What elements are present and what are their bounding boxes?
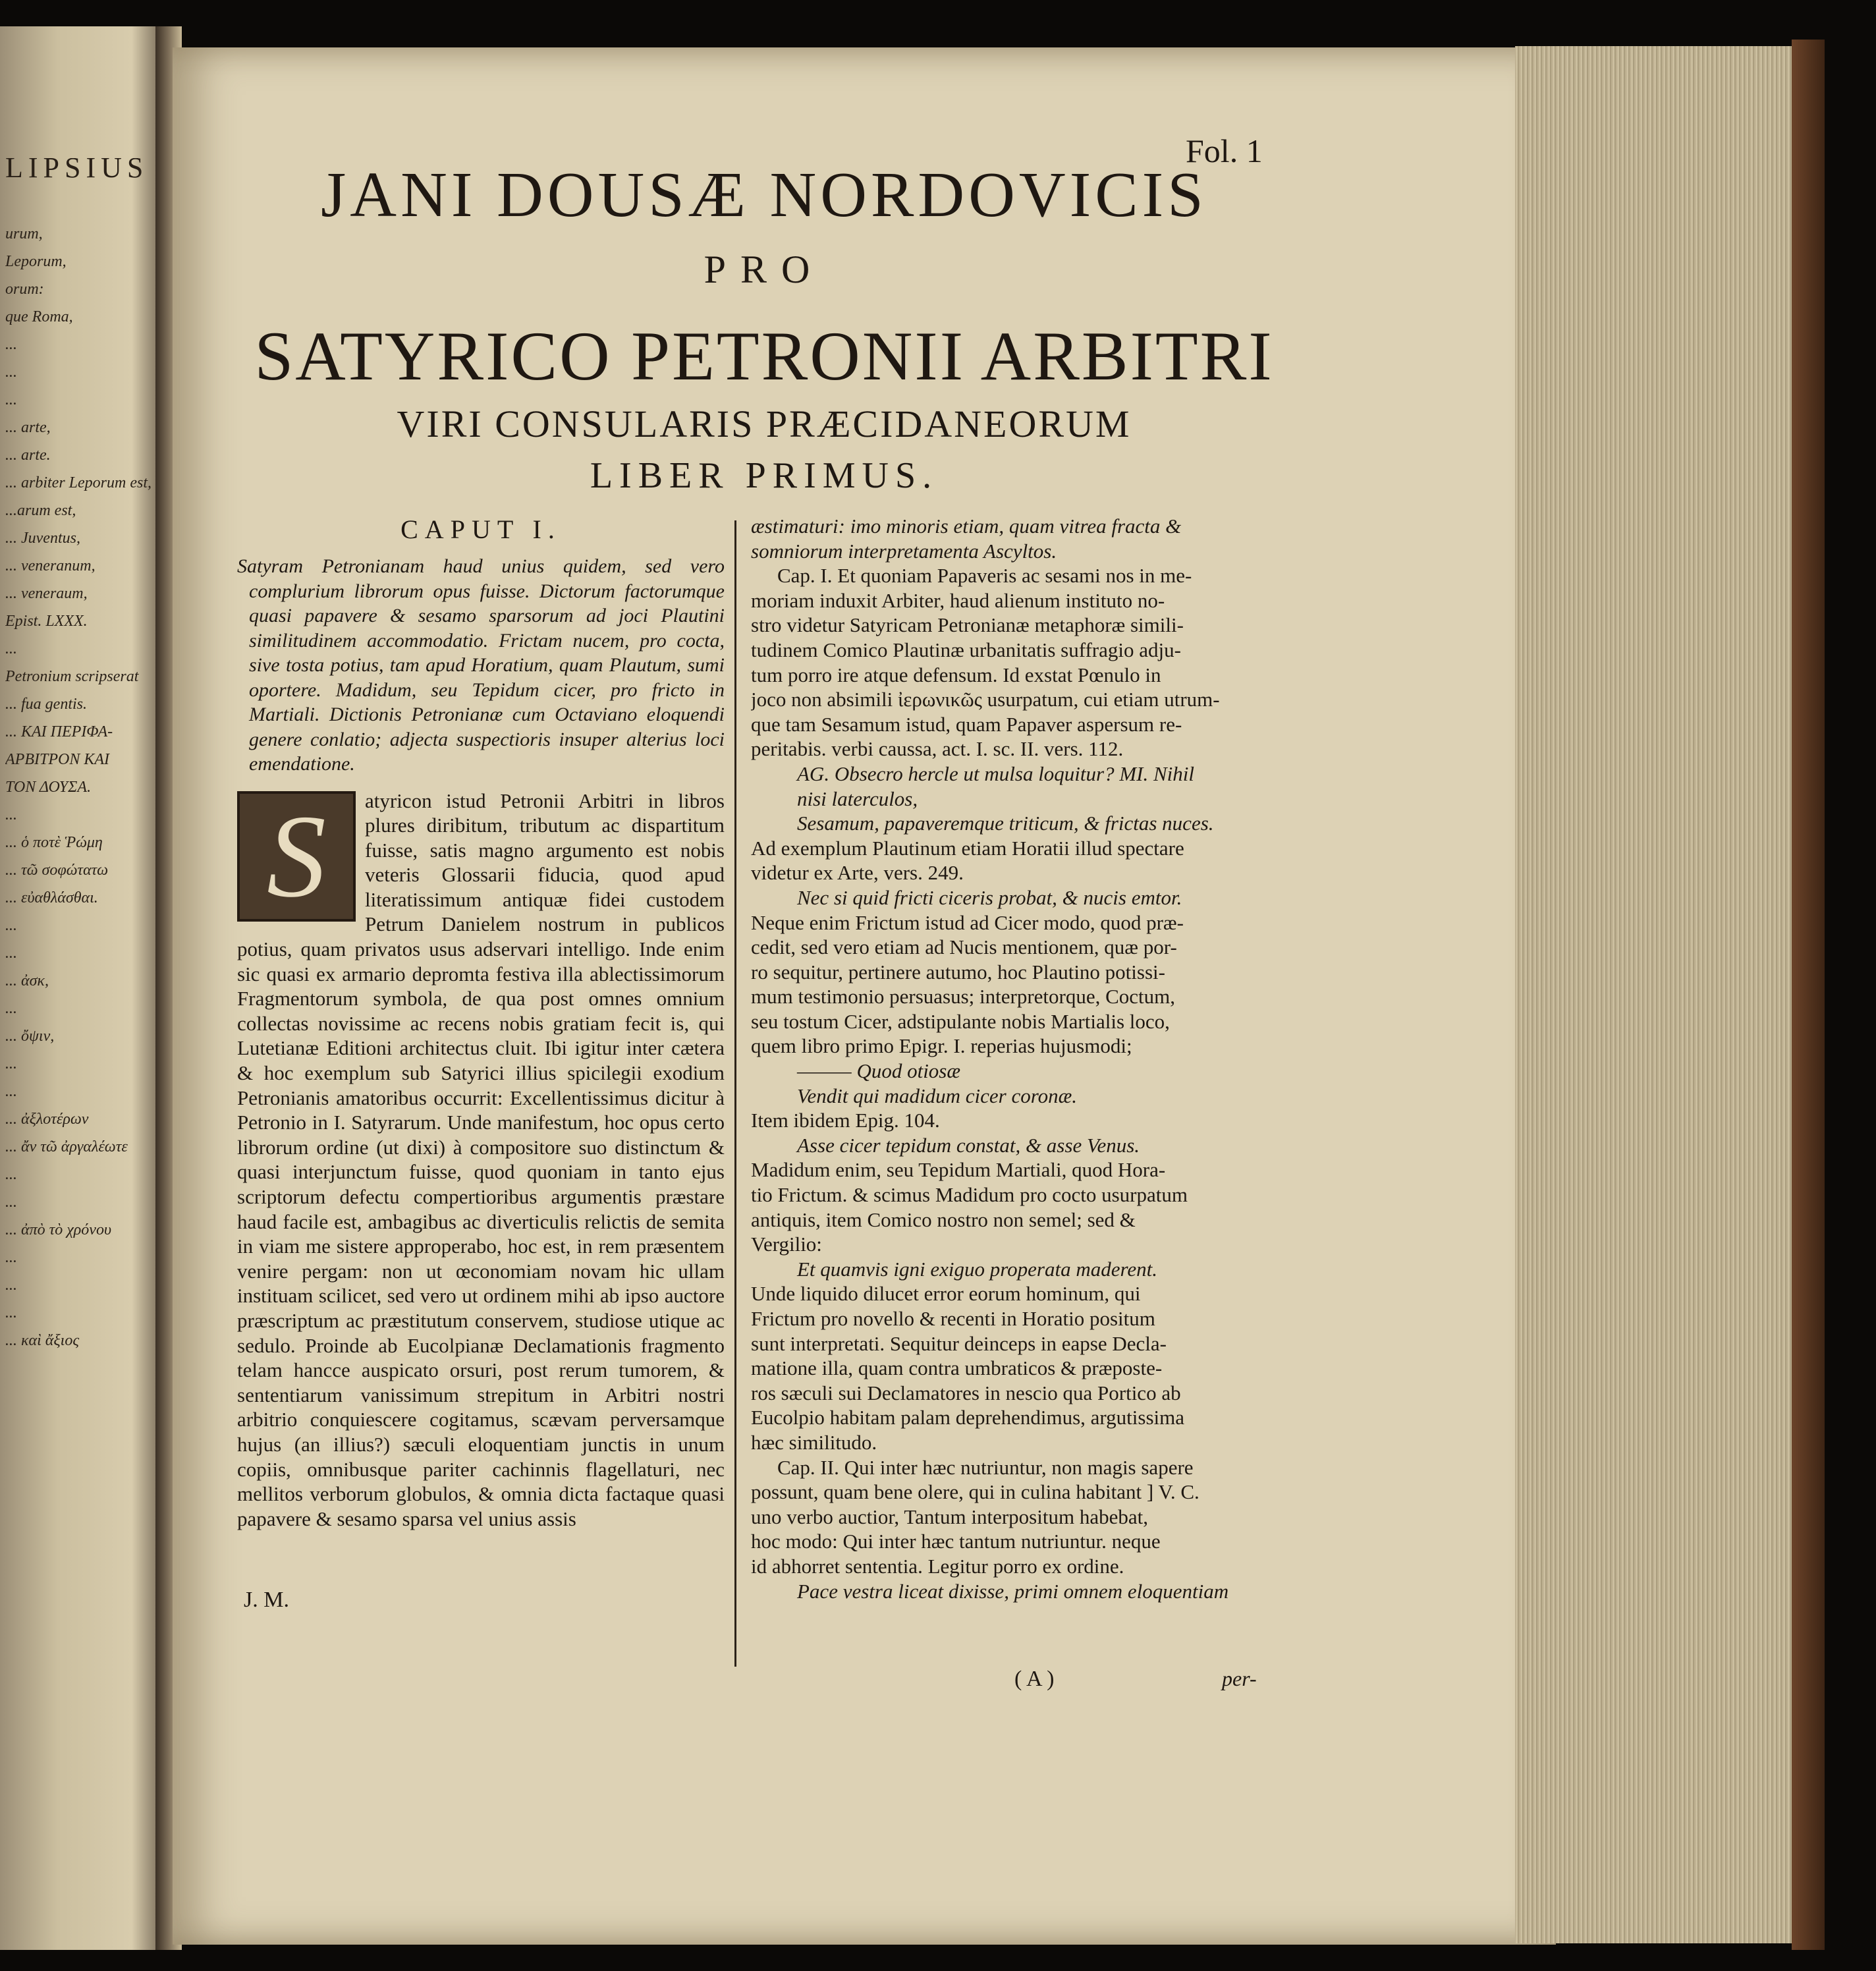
text-line: Nec si quid fricti ciceris probat, & nucis emtor. <box>797 885 1182 909</box>
left-page-line: ...arum est, <box>5 502 76 519</box>
text-line: Cap. II. Qui inter hæc nutriuntur, non magis sapere <box>777 1455 1194 1479</box>
chapter-body <box>237 789 725 1532</box>
text-line: Item ibidem Epig. 104. <box>751 1109 940 1132</box>
left-page-line: ... <box>5 1304 17 1321</box>
left-page-line: Petronium scripserat <box>5 668 139 685</box>
left-page-line: ... <box>5 364 17 381</box>
left-page-line: ... <box>5 1000 17 1017</box>
catchword: per- <box>1222 1667 1257 1690</box>
text-line: Madidum enim, seu Tepidum Martiali, quod Hora- <box>751 1158 1166 1182</box>
left-page-line: ... <box>5 640 17 657</box>
text-line: æstimaturi: imo minoris etiam, quam vitrea fracta & <box>751 514 1182 538</box>
text-line: Sesamum, papaveremque triticum, & frictas nuces. <box>797 812 1214 835</box>
left-page-line: ... <box>5 1083 17 1100</box>
text-line: ——— Quod otiosæ <box>797 1059 961 1083</box>
left-page-line: ... Juventus, <box>5 530 80 547</box>
left-page-line: ... arte, <box>5 419 51 436</box>
left-page-line: ... <box>5 945 17 962</box>
text-line: Eucolpio habitam palam deprehendimus, argutissima <box>751 1406 1185 1430</box>
text-line: Et quamvis igni exiguo properata maderent. <box>797 1257 1158 1281</box>
left-page-line: ... veneraum, <box>5 585 88 602</box>
text-line: Asse cicer tepidum constat, & asse Venus. <box>797 1133 1140 1157</box>
folio-number: Fol. 1 <box>1186 132 1263 169</box>
text-line: ros sæculi sui Declamatores in nescio qua Portico ab <box>751 1381 1181 1404</box>
text-line: peritabis. verbi caussa, act. I. sc. II. vers. 112. <box>751 737 1124 761</box>
text-line: tum porro ire atque defensum. Id exstat Pœnulo in <box>751 663 1161 686</box>
left-page-line: ΤΟΝ ΔΟΥΣΑ. <box>5 779 92 796</box>
margin-note: J. M. <box>244 1588 289 1612</box>
dropcap-initial: S <box>237 791 356 922</box>
left-column <box>237 514 725 1531</box>
left-page-header: LIPSIUS <box>5 158 149 178</box>
left-page-line: ... <box>5 1277 17 1294</box>
text-line: Unde liquido dilucet error eorum hominum, qui <box>751 1282 1141 1306</box>
left-page-line: ... ἀσκ, <box>5 972 49 989</box>
title-main: SATYRICO PETRONII ARBITRI <box>254 318 1274 395</box>
left-page-line: ... <box>5 806 17 823</box>
text-line: Vergilio: <box>751 1233 822 1256</box>
chapter-body-text: atyricon istud Petronii Arbitri in libros plures diribitum, tributum ac dispartitum fuisse, satis magno argumento est nobis veteris Glossarii fiducia, quod apud literatissimum antiquæ fidei custodem Petrum Danielem nostrum in publicos potius, quam privatos usus adservari intelligo. Inde enim sic quasi ex armario depromta festiva illa ablectissimorum Fragmentorum symbola, de qua post omnes omnium collectas novissime ac recens nobis gratiam fecit is, qui Lutetianæ Editioni architectus cluit. Ibi igitur inter cætera & hoc exemplum sub Satyrici illius spicilegii exodium Petronianis amatoribus occurrit: Excellentissimus dicitur à Petronio in I. Satyrarum. Unde manifestum, hoc opus certo librorum ordine (ut dixi) à compositore suo distinctum & quasi interjunctum fuisse, quod quoniam in tanto ejus scriptorum defectu compertioribus argumentis præstare haud facile est, ambagibus ac diverticulis relictis de semita in viam me sistere approperabo, hoc est, in rem præsentem venire pergam: non ut œconomiam novam hic ullam instituam scilicet, sed vero ut ordinem mihi ab ipso auctore præscriptum ac præstitutum conservem, studiose utique ac sedulo. Proinde ab Eucolpianæ Declamationis fragmento telam hancce auspicato orsuri, post rerum tumorem, & sententiarum vanissimum strepitum in Arbitri nostri arbitrio conquiescere cogitamus, scævam perversamque hujus (an illius?) sæculi eloquentiam junctis in unum copiis, omnibusque pariter cachinnis flagellaturi, nec mellitos verborum globulos, & omnia dicta factaque quasi papavere & sesamo sparsa vel unius assis <box>237 789 725 1530</box>
left-page-line: Leporum, <box>5 253 67 270</box>
text-line: que tam Sesamum istud, quam Papaver aspersum re- <box>751 712 1182 736</box>
text-line: ro sequitur, pertinere autumo, hoc Plautino potissi- <box>751 960 1165 984</box>
chapter-heading: CAPUT I. <box>400 514 561 544</box>
left-page-line: ... <box>5 1166 17 1183</box>
signature-mark: ( A ) <box>1014 1667 1055 1691</box>
text-line: Vendit qui madidum cicer coronæ. <box>797 1084 1078 1107</box>
left-page-line: ... ἄν τῶ ἀργαλέωτε <box>5 1138 128 1155</box>
right-column-lines <box>751 514 1278 1603</box>
left-page-line: ... ὁ ποτὲ Ῥώμη <box>5 834 103 851</box>
left-page-line: ... ΚΑΙ ΠΕΡΙΦΑ- <box>5 723 113 740</box>
left-page-line: ... τῶ σοφώτατω <box>5 862 109 879</box>
text-line: tio Frictum. & scimus Madidum pro cocto usurpatum <box>751 1183 1188 1207</box>
text-line: stro videtur Satyricam Petronianæ metaphoræ simili- <box>751 613 1184 637</box>
left-page-line: ... arbiter Leporum est, <box>5 474 152 491</box>
title-pro: PRO <box>704 248 825 291</box>
left-page-line: ... ἀπὸ τὸ χρόνου <box>5 1221 111 1238</box>
text-line: hæc similitudo. <box>751 1430 877 1454</box>
text-line: sunt interpretati. Sequitur deinceps in eapse Decla- <box>751 1331 1167 1355</box>
left-page-line: ... ἀξλοτέρων <box>5 1111 89 1128</box>
text-line: possunt, quam bene olere, qui in culina habitant ] V. C. <box>751 1480 1200 1504</box>
text-line: cedit, sed vero etiam ad Nucis mentionem, quæ por- <box>751 935 1177 959</box>
left-page-line: que Roma, <box>5 308 73 325</box>
text-line: Pace vestra liceat dixisse, primi omnem eloquentiam <box>797 1579 1229 1603</box>
text-line: seu tostum Cicer, adstipulante nobis Martialis loco, <box>751 1009 1170 1033</box>
text-line: mum testimonio persuasus; interpretorque, Coctum, <box>751 985 1176 1009</box>
text-line: videtur ex Arte, vers. 249. <box>751 861 964 885</box>
text-line: antiquis, item Comico nostro non semel; sed & <box>751 1208 1136 1231</box>
right-column <box>751 514 1278 1603</box>
text-line: uno verbo auctior, Tantum interpositum habebat, <box>751 1505 1148 1528</box>
text-line: Frictum pro novello & recenti in Horatio positum <box>751 1307 1155 1330</box>
page-edges <box>1515 46 1807 1943</box>
text-line: Ad exemplum Plautinum etiam Horatii illud spectare <box>751 836 1184 860</box>
left-page-line: ... <box>5 1194 17 1211</box>
title-author: JANI DOUSÆ NORDOVICIS <box>321 159 1207 231</box>
title-book: LIBER PRIMUS. <box>590 455 939 496</box>
left-page <box>0 26 165 1950</box>
left-page-line: ΑΡΒΙΤΡΟΝ ΚΑΙ <box>5 751 109 768</box>
book-cover-edge <box>1792 40 1825 1950</box>
left-page-line: urum, <box>5 225 43 242</box>
left-page-line: orum: <box>5 281 44 298</box>
text-line: AG. Obsecro hercle ut mulsa loquitur? MI. Nihil <box>797 762 1195 785</box>
left-page-line: ... <box>5 391 17 408</box>
left-page-line: Epist. LXXX. <box>5 613 88 630</box>
left-page-line: ... <box>5 1249 17 1266</box>
text-line: nisi laterculos, <box>797 787 918 810</box>
text-line: moriam induxit Arbiter, haud alienum instituto no- <box>751 588 1165 612</box>
text-line: id abhorret sententia. Legitur porro ex ordine. <box>751 1554 1124 1578</box>
left-page-line: ... veneranum, <box>5 557 96 574</box>
left-page-line: ... arte. <box>5 447 51 464</box>
left-page-line: ... <box>5 1055 17 1072</box>
left-page-line: ... fua gentis. <box>5 696 87 713</box>
left-page-line: ... ὄψιν, <box>5 1028 55 1045</box>
title-subtitle: VIRI CONSULARIS PRÆCIDANEORUM <box>397 403 1132 445</box>
text-line: hoc modo: Qui inter hæc tantum nutriuntur. neque <box>751 1530 1161 1553</box>
text-line: quem libro primo Epigr. I. reperias hujusmodi; <box>751 1034 1132 1058</box>
chapter-summary: Satyram Petronianam haud unius quidem, sed vero complurium librorum opus fuisse. Dictorum factorumque quasi papavere & sesamo sparsorum ad joci Plautini similitudinem accommodatio. Frictam nucem, pro cocta, sive tosta potius, tam apud Horatium, quam Plautum, sumi oportere. Madidum, seu Tepidum cicer, pro fricto in Martiali. Dictionis Petronianæ cum Octaviano eloquendi genere conlatio; adjecta suspectioris insuper alterius loci emendatione. <box>237 555 725 775</box>
left-page-line: ... <box>5 917 17 934</box>
left-page-line: ... εὐαθλάσθαι. <box>5 889 98 906</box>
column-rule <box>734 520 736 1667</box>
text-line: matione illa, quam contra umbraticos & præposte- <box>751 1356 1163 1380</box>
text-line: Cap. I. Et quoniam Papaveris ac sesami nos in me- <box>777 564 1192 588</box>
left-page-line: ... <box>5 336 17 353</box>
text-line: somniorum interpretamenta Ascyltos. <box>751 539 1057 563</box>
text-line: joco non absimili ἰερωνικῶς usurpatum, cui etiam utrum- <box>751 688 1220 711</box>
left-page-line: ... καὶ ἄξιος <box>5 1332 80 1349</box>
text-line: Neque enim Frictum istud ad Cicer modo, quod præ- <box>751 910 1184 934</box>
text-line: tudinem Comico Plautinæ urbanitatis suffragio adju- <box>751 638 1181 661</box>
